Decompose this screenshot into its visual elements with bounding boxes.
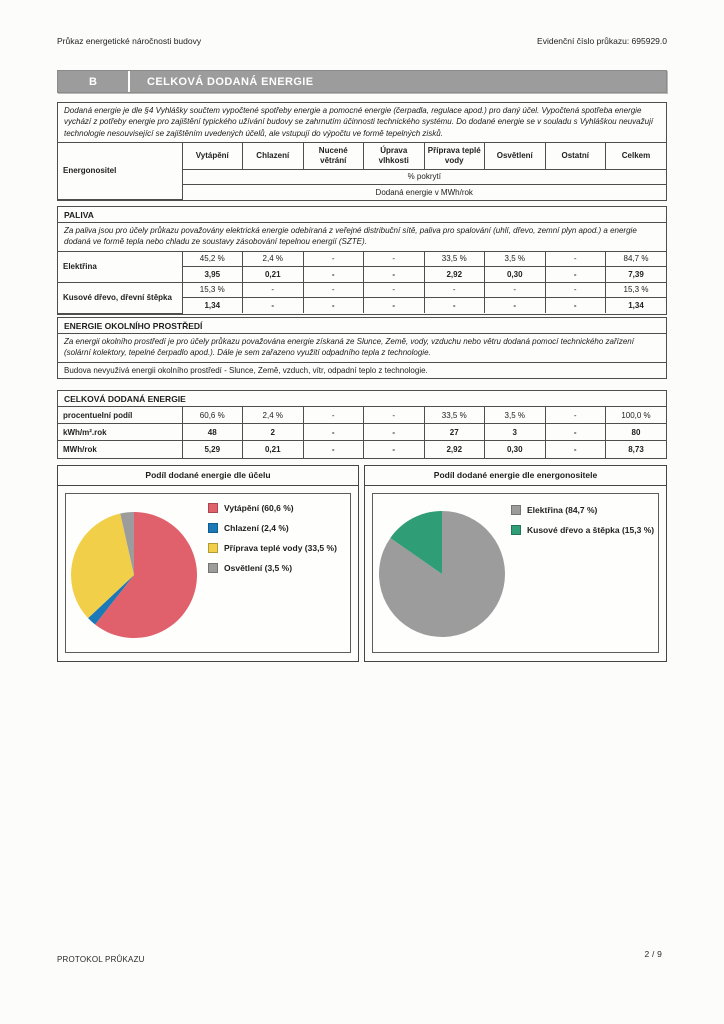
total-row-label: kWh/m².rok <box>58 424 182 441</box>
value-cell: 80 <box>606 424 667 441</box>
environment-title: ENERGIE OKOLNÍHO PROSTŘEDÍ <box>58 318 666 334</box>
legend-item <box>208 503 337 513</box>
environment-description: Za energii okolního prostředí je pro účely průkazu považována energie získaná ze Slunce, Země, vody, vzduchu nebo větru dodaná pomocí technického zařízení (solární kolektory, tepelné čerpadlo apod.). Dále je sem zařazeno využití odpadního tepla z technologie. <box>64 337 634 358</box>
mwh-cell: - <box>303 266 364 282</box>
value-cell: 2,4 % <box>243 407 304 424</box>
value-cell: 5,29 <box>182 441 243 458</box>
mwh-cell: 1,34 <box>606 297 667 313</box>
mwh-cell: - <box>243 297 304 313</box>
value-cell: - <box>364 441 425 458</box>
total-row-label: MWh/rok <box>58 441 182 458</box>
value-cell: 100,0 % <box>606 407 667 424</box>
sub-row-coverage: % pokrytí <box>182 169 666 184</box>
mwh-cell: - <box>485 297 546 313</box>
total-title: CELKOVÁ DODANÁ ENERGIE <box>64 394 186 404</box>
legend-label: Kusové dřevo a štěpka (15,3 %) <box>527 525 655 535</box>
legend-swatch <box>208 543 218 553</box>
value-cell: 60,6 % <box>182 407 243 424</box>
column-header: Chlazení <box>243 142 304 169</box>
value-cell: - <box>364 407 425 424</box>
pie-legend-purpose <box>208 503 337 583</box>
value-cell: - <box>545 441 606 458</box>
column-header: Ostatní <box>545 142 606 169</box>
chart-box-purpose <box>57 465 359 662</box>
value-cell: - <box>545 424 606 441</box>
value-cell: - <box>545 407 606 424</box>
chart-title-purpose: Podíl dodané energie dle účelu <box>58 466 358 486</box>
fuel-row-label: Kusové dřevo, dřevní štěpka <box>58 282 182 313</box>
legend-label: Elektřina (84,7 %) <box>527 505 598 515</box>
mwh-cell: - <box>424 297 485 313</box>
paliva-title: PALIVA <box>58 207 666 223</box>
column-header: Osvětlení <box>485 142 546 169</box>
energy-header-table <box>58 142 666 200</box>
value-cell: 0,21 <box>243 441 304 458</box>
legend-swatch <box>208 563 218 573</box>
percent-cell: 45,2 % <box>182 251 243 266</box>
mwh-cell: 0,30 <box>485 266 546 282</box>
sub-row-delivered: Dodaná energie v MWh/rok <box>182 184 666 199</box>
chart-plot-carrier <box>372 493 659 653</box>
value-cell: - <box>303 407 364 424</box>
environment-note: Budova nevyužívá energii okolního prostředí - Slunce, Země, vzduch, vítr, odpadní teplo z technologie. <box>58 362 666 378</box>
value-cell: 3 <box>485 424 546 441</box>
paliva-description: Za paliva jsou pro účely průkazu považovány elektrická energie odebíraná z veřejné distribuční sítě, paliva pro spalování (uhlí, dřevo, zemní plyn apod.) a energie dodaná ve formě tepla nebo chladu ze soustavy zásobování tepelnou energií (SZTE). <box>64 226 637 247</box>
fuel-row-label: Elektřina <box>58 251 182 282</box>
chart-title-carrier: Podíl dodané energie dle energonositele <box>365 466 666 486</box>
value-cell: 3,5 % <box>485 407 546 424</box>
page-header-right: Evidenční číslo průkazu: 695929.0 <box>537 36 667 46</box>
environment-box <box>57 317 667 379</box>
legend-label: Chlazení (2,4 %) <box>224 523 289 533</box>
pie-chart-purpose <box>69 510 199 640</box>
value-cell: - <box>364 424 425 441</box>
percent-cell: 84,7 % <box>606 251 667 266</box>
section-header-bar <box>57 70 667 93</box>
column-header: Příprava teplé vody <box>424 142 485 169</box>
value-cell: - <box>303 424 364 441</box>
intro-box <box>57 102 667 201</box>
percent-cell: - <box>364 251 425 266</box>
value-cell: - <box>303 441 364 458</box>
legend-label: Vytápění (60,6 %) <box>224 503 294 513</box>
pie-legend-carrier <box>511 505 654 545</box>
legend-swatch <box>208 523 218 533</box>
legend-label: Osvětlení (3,5 %) <box>224 563 293 573</box>
legend-swatch <box>511 505 521 515</box>
section-title: CELKOVÁ DODANÁ ENERGIE <box>147 75 314 88</box>
mwh-cell: - <box>545 297 606 313</box>
intro-paragraph: Dodaná energie je dle §4 Vyhlášky součtem vypočtené spotřeby energie a pomocné energie (čerpadla, regulace apod.) pro daný účel. Vypočtená spotřeba energie vychází z potřeby energie pro zajištění typického užívání budovy se zahrnutím účinnosti technického systému. Do dodané energie se v souladu s Vyhláškou neuvažují technologie nesouvisející se zajištěním uvedených účelů, ale vstupují do výpočtu ve formě tepelných zisků. <box>64 106 654 138</box>
percent-cell: 15,3 % <box>606 282 667 297</box>
percent-cell: 3,5 % <box>485 251 546 266</box>
page-header-left: Průkaz energetické náročnosti budovy <box>57 36 202 46</box>
page-footer-left: PROTOKOL PRŮKAZU <box>57 955 145 964</box>
total-row-label: procentuelní podíl <box>58 407 182 424</box>
value-cell: 0,30 <box>485 441 546 458</box>
value-cell: 27 <box>424 424 485 441</box>
section-letter: B <box>89 75 97 88</box>
total-table <box>58 406 666 458</box>
paliva-box <box>57 206 667 315</box>
total-box <box>57 390 667 459</box>
legend-swatch <box>208 503 218 513</box>
column-header: Celkem <box>606 142 667 169</box>
page-number: 2 / 9 <box>644 949 662 959</box>
value-cell: 48 <box>182 424 243 441</box>
mwh-cell: - <box>303 297 364 313</box>
chart-plot-purpose <box>65 493 351 653</box>
percent-cell: - <box>424 282 485 297</box>
mwh-cell: - <box>364 266 425 282</box>
mwh-cell: 7,39 <box>606 266 667 282</box>
percent-cell: 15,3 % <box>182 282 243 297</box>
percent-cell: 2,4 % <box>243 251 304 266</box>
mwh-cell: - <box>545 266 606 282</box>
percent-cell: 33,5 % <box>424 251 485 266</box>
column-header: Vytápění <box>182 142 243 169</box>
value-cell: 33,5 % <box>424 407 485 424</box>
legend-item <box>511 505 654 515</box>
legend-item <box>208 563 337 573</box>
mwh-cell: 0,21 <box>243 266 304 282</box>
legend-swatch <box>511 525 521 535</box>
percent-cell: - <box>485 282 546 297</box>
column-header: Nucené větrání <box>303 142 364 169</box>
mwh-cell: 3,95 <box>182 266 243 282</box>
fuel-table <box>58 251 666 314</box>
chart-box-carrier <box>364 465 667 662</box>
legend-item <box>208 543 337 553</box>
mwh-cell: 1,34 <box>182 297 243 313</box>
legend-item <box>511 525 654 535</box>
percent-cell: - <box>545 282 606 297</box>
percent-cell: - <box>303 251 364 266</box>
percent-cell: - <box>545 251 606 266</box>
legend-item <box>208 523 337 533</box>
value-cell: 2,92 <box>424 441 485 458</box>
mwh-cell: - <box>364 297 425 313</box>
percent-cell: - <box>243 282 304 297</box>
mwh-cell: 2,92 <box>424 266 485 282</box>
percent-cell: - <box>364 282 425 297</box>
percent-cell: - <box>303 282 364 297</box>
value-cell: 2 <box>243 424 304 441</box>
column-header: Úprava vlhkosti <box>364 142 425 169</box>
value-cell: 8,73 <box>606 441 667 458</box>
legend-label: Příprava teplé vody (33,5 %) <box>224 543 337 553</box>
row-header-energonositel: Energonositel <box>58 142 182 199</box>
pie-chart-carrier <box>377 509 507 639</box>
